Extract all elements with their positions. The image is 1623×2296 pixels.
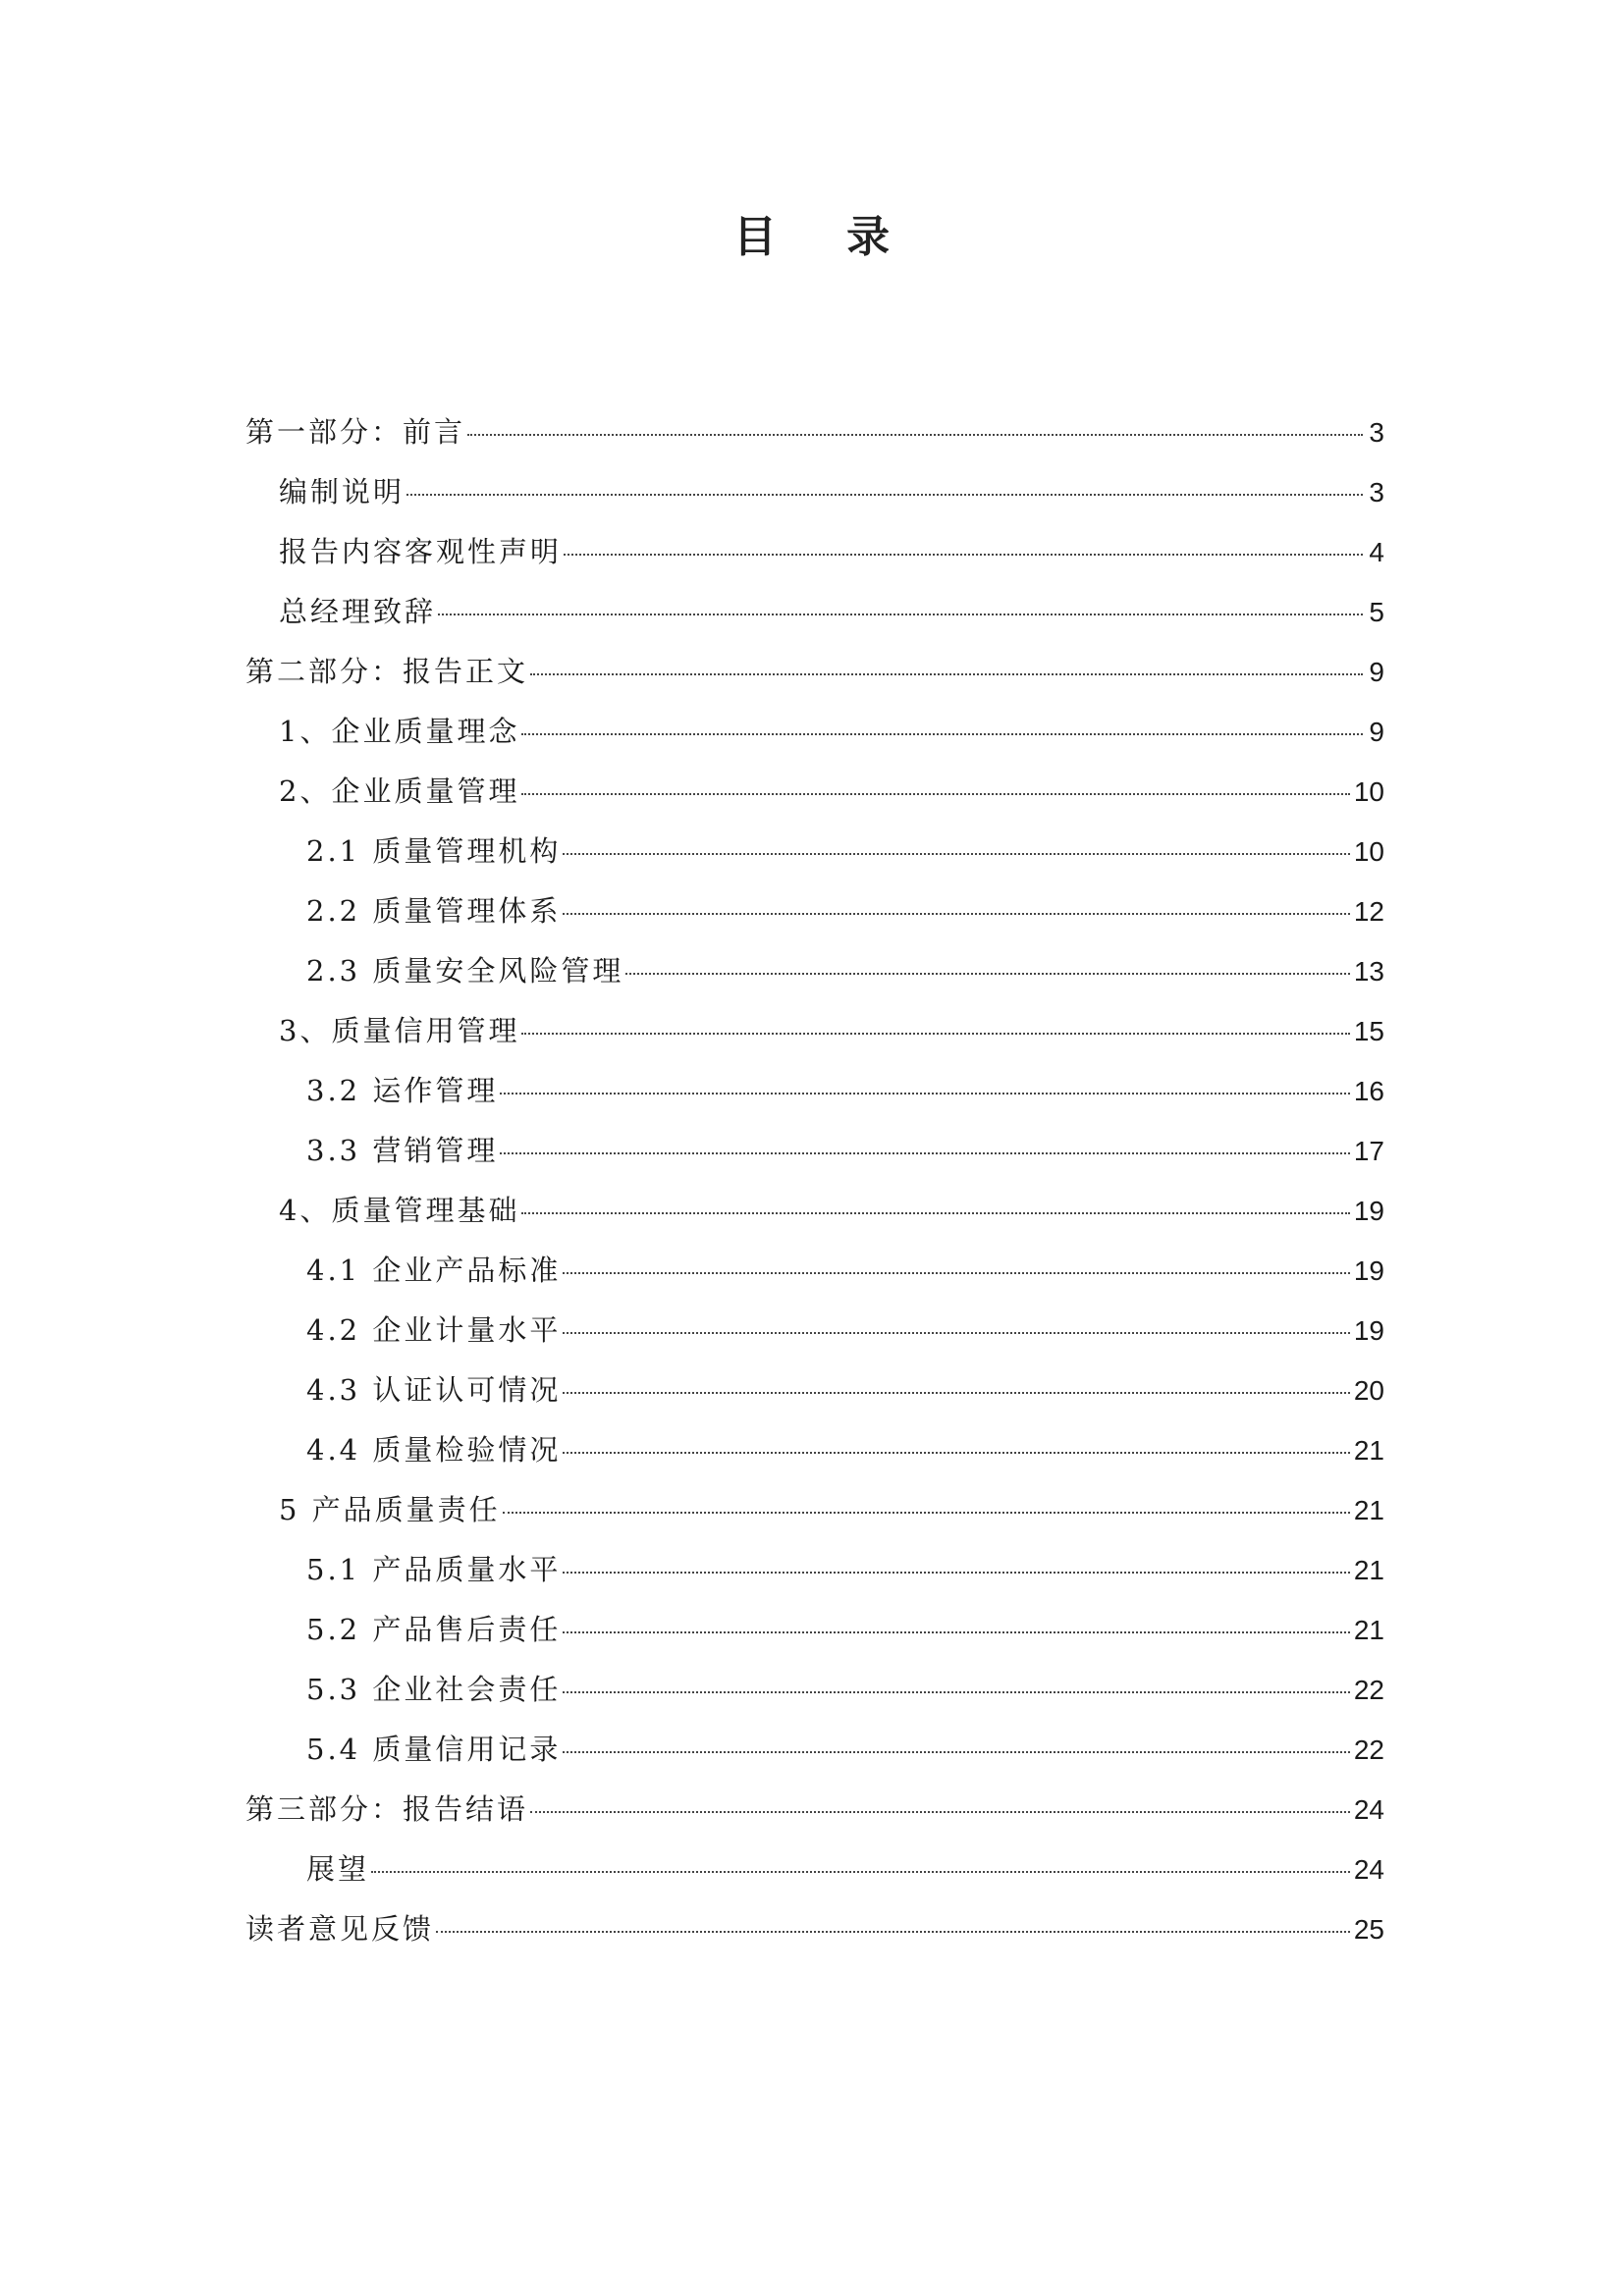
toc-entry-page-number: 24 <box>1353 1854 1384 1885</box>
dot-leader <box>563 853 1350 855</box>
dot-leader <box>436 1931 1350 1933</box>
toc-entry[interactable] <box>245 646 1384 706</box>
toc-entry-label: 2.2 质量管理体系 <box>306 894 562 928</box>
toc-entry[interactable] <box>245 1724 1384 1784</box>
dot-leader <box>530 673 1363 675</box>
dot-leader <box>500 1093 1350 1095</box>
toc-entry-page-number: 25 <box>1353 1914 1384 1945</box>
dot-leader <box>563 1332 1350 1334</box>
dot-leader <box>530 1811 1350 1813</box>
toc-entry-label: 3.2 运作管理 <box>306 1074 499 1107</box>
toc-entry[interactable] <box>245 1484 1384 1544</box>
dot-leader <box>563 913 1350 915</box>
toc-entry[interactable] <box>245 526 1384 586</box>
toc-entry-page-number: 16 <box>1353 1076 1384 1106</box>
dot-leader <box>467 434 1363 436</box>
toc-entry-page-number: 21 <box>1353 1435 1384 1466</box>
dot-leader <box>563 1572 1350 1574</box>
toc-entry-page-number: 5 <box>1369 597 1384 627</box>
toc-entry-label: 5.1 产品质量水平 <box>306 1553 562 1586</box>
toc-entry-label: 1、企业质量理念 <box>279 715 520 748</box>
toc-entry-label: 报告内容客观性声明 <box>279 535 563 568</box>
toc-entry-page-number: 4 <box>1369 537 1384 567</box>
toc-entry-label: 2.3 质量安全风险管理 <box>306 954 624 988</box>
toc-entry-page-number: 21 <box>1353 1555 1384 1585</box>
page-title: 目 录 <box>732 212 918 262</box>
toc-entry-label: 4.1 企业产品标准 <box>306 1254 562 1287</box>
toc-entry[interactable] <box>245 1424 1384 1484</box>
dot-leader <box>438 614 1363 615</box>
toc-entry-page-number: 13 <box>1353 956 1384 987</box>
toc-entry-label: 4.3 认证认可情况 <box>306 1373 562 1407</box>
dot-leader <box>563 1751 1350 1753</box>
toc-entry-label: 第一部分：前言 <box>245 415 466 449</box>
toc-entry[interactable] <box>245 1065 1384 1125</box>
dot-leader <box>563 1631 1350 1633</box>
toc-entry-page-number: 21 <box>1353 1615 1384 1645</box>
toc-entry-label: 3.3 营销管理 <box>306 1134 499 1167</box>
toc-entry-label: 4、质量管理基础 <box>279 1194 520 1227</box>
dot-leader <box>564 554 1363 556</box>
toc-entry-page-number: 3 <box>1369 477 1384 507</box>
dot-leader <box>521 1033 1349 1035</box>
toc-entry-label: 5.2 产品售后责任 <box>306 1613 562 1646</box>
toc-entry[interactable] <box>245 1245 1384 1305</box>
dot-leader <box>371 1871 1350 1873</box>
toc-entry-page-number: 20 <box>1353 1375 1384 1406</box>
toc-entry-label: 总经理致辞 <box>279 595 437 628</box>
dot-leader <box>521 733 1363 735</box>
toc-entry[interactable] <box>245 1903 1384 1963</box>
toc-entry[interactable] <box>245 766 1384 826</box>
dot-leader <box>500 1152 1350 1154</box>
toc-entry[interactable] <box>245 706 1384 766</box>
toc-entry-page-number: 19 <box>1353 1196 1384 1226</box>
toc-entry-label: 5 产品质量责任 <box>279 1493 501 1526</box>
toc-entry-page-number: 12 <box>1353 896 1384 927</box>
toc-entry-label: 展望 <box>306 1852 370 1886</box>
toc-entry-page-number: 19 <box>1353 1255 1384 1286</box>
toc-entry[interactable] <box>245 1604 1384 1664</box>
dot-leader <box>406 494 1363 496</box>
toc-entry[interactable] <box>245 586 1384 646</box>
toc-entry-label: 4.2 企业计量水平 <box>306 1313 562 1347</box>
toc-entry[interactable] <box>245 1005 1384 1065</box>
toc-entry-label: 3、质量信用管理 <box>279 1014 520 1047</box>
toc-entry[interactable] <box>245 1185 1384 1245</box>
toc-entry-label: 编制说明 <box>279 475 406 508</box>
dot-leader <box>521 1212 1349 1214</box>
toc-entry[interactable] <box>245 826 1384 885</box>
toc-entry-page-number: 10 <box>1353 836 1384 867</box>
toc-entry-label: 5.3 企业社会责任 <box>306 1673 562 1706</box>
toc-entry-page-number: 15 <box>1353 1016 1384 1046</box>
toc-entry-page-number: 9 <box>1369 657 1384 687</box>
toc-entry-label: 读者意见反馈 <box>245 1912 435 1946</box>
toc-entry-page-number: 22 <box>1353 1735 1384 1765</box>
toc-entry[interactable] <box>245 1784 1384 1843</box>
toc-entry[interactable] <box>245 406 1384 466</box>
dot-leader <box>521 793 1349 795</box>
dot-leader <box>563 1691 1350 1693</box>
toc-entry[interactable] <box>245 945 1384 1005</box>
toc-entry-label: 4.4 质量检验情况 <box>306 1433 562 1467</box>
dot-leader <box>625 973 1350 975</box>
toc-entry-page-number: 3 <box>1369 417 1384 448</box>
dot-leader <box>563 1452 1350 1454</box>
toc-entry[interactable] <box>245 1364 1384 1424</box>
toc-entry-label: 第三部分：报告结语 <box>245 1792 529 1826</box>
toc-entry[interactable] <box>245 1664 1384 1724</box>
toc-entry[interactable] <box>245 1305 1384 1364</box>
toc-entry[interactable] <box>245 466 1384 526</box>
toc-entry-page-number: 19 <box>1353 1315 1384 1346</box>
toc-entry-label: 第二部分：报告正文 <box>245 655 529 688</box>
toc-entry[interactable] <box>245 1544 1384 1604</box>
toc-entry-page-number: 9 <box>1369 717 1384 747</box>
toc-entry[interactable] <box>245 1125 1384 1185</box>
toc-entry-label: 2.1 质量管理机构 <box>306 834 562 868</box>
dot-leader <box>563 1392 1350 1394</box>
toc-entry[interactable] <box>245 885 1384 945</box>
toc-entry-label: 5.4 质量信用记录 <box>306 1733 562 1766</box>
toc-entry-page-number: 22 <box>1353 1675 1384 1705</box>
toc-entry-page-number: 10 <box>1353 776 1384 807</box>
toc-entry-page-number: 17 <box>1353 1136 1384 1166</box>
toc-entry-page-number: 21 <box>1353 1495 1384 1525</box>
toc-entry[interactable] <box>245 1843 1384 1903</box>
dot-leader <box>563 1272 1350 1274</box>
dot-leader <box>503 1512 1350 1514</box>
toc-entry-page-number: 24 <box>1353 1794 1384 1825</box>
toc-entry-label: 2、企业质量管理 <box>279 774 520 808</box>
table-of-contents <box>245 406 1384 1963</box>
